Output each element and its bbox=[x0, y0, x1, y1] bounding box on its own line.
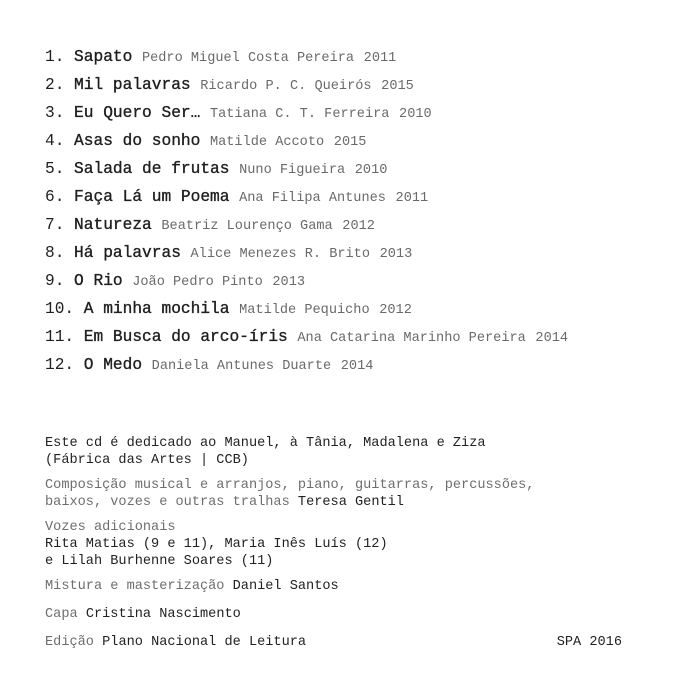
track-author: Tatiana C. T. Ferreira bbox=[209, 107, 390, 122]
track-number: 1. bbox=[45, 48, 65, 66]
dedication-line: (Fábrica das Artes | CCB) bbox=[45, 453, 249, 468]
track-author: Daniela Antunes Duarte bbox=[151, 359, 332, 374]
voices-line: e Lilah Burhenne Soares (11) bbox=[45, 554, 274, 569]
edition-credit bbox=[45, 634, 306, 651]
track-year: 2014 bbox=[535, 331, 569, 346]
voices-line: Rita Matias (9 e 11), Maria Inês Luís (12) bbox=[45, 537, 388, 552]
track-number: 11. bbox=[45, 328, 75, 346]
tracklist bbox=[45, 43, 568, 379]
track-number: 7. bbox=[45, 216, 65, 234]
track-title: O Rio bbox=[74, 272, 123, 290]
track-title: Sapato bbox=[74, 48, 133, 66]
catalog-number: SPA 2016 bbox=[556, 635, 622, 650]
track-title: O Medo bbox=[83, 356, 143, 374]
track-item bbox=[45, 155, 568, 183]
track-year: 2012 bbox=[379, 303, 412, 318]
track-year: 2015 bbox=[381, 79, 414, 94]
voices-label: Vozes adicionais bbox=[45, 520, 176, 535]
track-item bbox=[45, 183, 568, 211]
track-item bbox=[45, 127, 568, 155]
track-author: Matilde Pequicho bbox=[239, 303, 370, 318]
composition-line bbox=[45, 494, 665, 511]
track-item bbox=[45, 99, 568, 127]
track-author: Pedro Miguel Costa Pereira bbox=[141, 51, 355, 66]
track-author: Ana Filipa Antunes bbox=[239, 191, 386, 206]
track-author: Ana Catarina Marinho Pereira bbox=[297, 331, 526, 346]
track-number: 2. bbox=[45, 76, 65, 94]
track-year: 2014 bbox=[340, 359, 374, 374]
mixing-credit bbox=[45, 578, 665, 595]
track-number: 3. bbox=[45, 104, 65, 122]
track-year: 2011 bbox=[363, 51, 397, 66]
composition-name: Teresa Gentil bbox=[297, 495, 404, 510]
track-author: João Pedro Pinto bbox=[132, 275, 263, 290]
track-title: A minha mochila bbox=[83, 300, 230, 318]
track-author: Alice Menezes R. Brito bbox=[190, 247, 370, 262]
edition-row bbox=[45, 634, 622, 651]
track-year: 2013 bbox=[379, 247, 413, 262]
track-author: Matilde Accoto bbox=[209, 135, 325, 150]
dedication-line: Este cd é dedicado ao Manuel, à Tânia, Madalena e Ziza bbox=[45, 436, 486, 451]
track-year: 2013 bbox=[272, 275, 306, 290]
track-title: Asas do sonho bbox=[74, 132, 201, 150]
cover-name: Cristina Nascimento bbox=[85, 607, 241, 622]
edition-label: Edição bbox=[45, 635, 94, 650]
cover-credit bbox=[45, 606, 665, 623]
cover-label: Capa bbox=[45, 607, 78, 622]
track-title: Salada de frutas bbox=[74, 160, 230, 178]
track-title: Há palavras bbox=[74, 244, 181, 262]
edition-name: Plano Nacional de Leitura bbox=[102, 635, 307, 650]
track-title: Faça Lá um Poema bbox=[74, 188, 230, 206]
track-item bbox=[45, 267, 568, 295]
track-item bbox=[45, 71, 568, 99]
composition-line: Composição musical e arranjos, piano, guitarras, percussões, bbox=[45, 478, 535, 493]
mixing-name: Daniel Santos bbox=[232, 579, 339, 594]
track-number: 12. bbox=[45, 356, 75, 374]
track-author: Beatriz Lourenço Gama bbox=[161, 219, 333, 234]
dedication bbox=[45, 435, 665, 469]
track-number: 10. bbox=[45, 300, 75, 318]
credits-section bbox=[45, 435, 665, 662]
mixing-label: Mistura e masterização bbox=[45, 579, 225, 594]
track-author: Nuno Figueira bbox=[239, 163, 346, 178]
track-number: 9. bbox=[45, 272, 65, 290]
track-title: Mil palavras bbox=[74, 76, 191, 94]
track-item bbox=[45, 351, 568, 379]
track-year: 2015 bbox=[333, 135, 367, 150]
track-item bbox=[45, 239, 568, 267]
track-title: Eu Quero Ser… bbox=[74, 104, 201, 122]
composition-credit bbox=[45, 477, 665, 511]
track-item bbox=[45, 211, 568, 239]
track-item bbox=[45, 323, 568, 351]
track-year: 2012 bbox=[342, 219, 375, 234]
track-year: 2010 bbox=[399, 107, 432, 122]
track-number: 5. bbox=[45, 160, 65, 178]
track-number: 4. bbox=[45, 132, 65, 150]
track-number: 6. bbox=[45, 188, 65, 206]
voices-credit bbox=[45, 519, 665, 570]
track-year: 2010 bbox=[354, 163, 388, 178]
track-item bbox=[45, 295, 568, 323]
track-title: Natureza bbox=[74, 216, 152, 234]
track-item bbox=[45, 43, 568, 71]
track-author: Ricardo P. C. Queirós bbox=[200, 79, 372, 94]
track-title: Em Busca do arco-íris bbox=[83, 328, 288, 346]
track-number: 8. bbox=[45, 244, 65, 262]
composition-label: baixos, vozes e outras tralhas bbox=[45, 495, 290, 510]
track-year: 2011 bbox=[395, 191, 429, 206]
